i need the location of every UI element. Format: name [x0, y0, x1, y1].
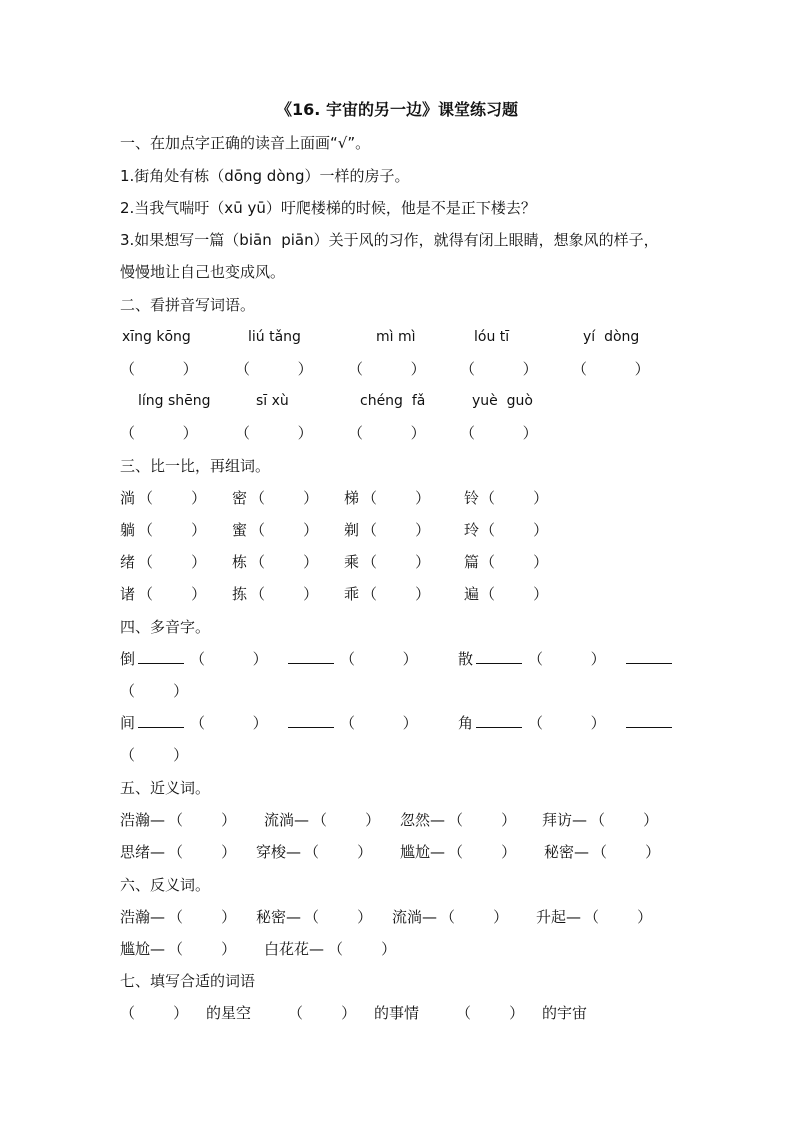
polyphone-row-1-cont: [120, 680, 720, 702]
section-4-heading: 四、多音字。: [120, 618, 211, 636]
answer-blank[interactable]: （ ）: [120, 682, 189, 700]
compare-row-4: [120, 583, 720, 605]
compare-char: 铃: [464, 489, 480, 507]
answer-blank[interactable]: （ ）: [190, 650, 268, 668]
answer-line[interactable]: [136, 712, 186, 734]
answer-blank[interactable]: （ ）: [590, 811, 659, 829]
answer-blank[interactable]: （ ）: [480, 489, 549, 507]
answer-blank[interactable]: （ ）: [460, 360, 538, 378]
antonym-word: 尴尬—: [120, 940, 166, 958]
pinyin-label: chéng fǎ: [360, 393, 426, 409]
answer-row-2: [120, 422, 720, 444]
fill-word-phrase: 的宇宙: [542, 1004, 588, 1022]
answer-blank[interactable]: （ ）: [168, 843, 237, 861]
compare-char: 栋: [232, 553, 248, 571]
section-1-question-3-cont: 慢慢地让自己也变成风。: [120, 263, 286, 281]
answer-blank[interactable]: （ ）: [480, 585, 549, 603]
compare-char: 遍: [464, 585, 480, 603]
compare-char: 篇: [464, 553, 480, 571]
answer-blank[interactable]: （ ）: [138, 585, 207, 603]
section-1-question-1: 1.街角处有栋（dōng dòng）一样的房子。: [120, 167, 410, 185]
section-7-heading: 七、填写合适的词语: [120, 972, 256, 990]
answer-blank[interactable]: （ ）: [440, 908, 509, 926]
fill-word-phrase: 的事情: [374, 1004, 420, 1022]
answer-blank[interactable]: （ ）: [288, 1004, 357, 1022]
polyphone-char: 倒: [120, 650, 136, 668]
pinyin-label: xīng kōng: [122, 329, 191, 345]
answer-line[interactable]: [474, 648, 524, 670]
answer-blank[interactable]: （ ）: [168, 811, 237, 829]
compare-char: 玲: [464, 521, 480, 539]
answer-blank[interactable]: （ ）: [120, 746, 189, 764]
answer-blank[interactable]: （ ）: [348, 360, 426, 378]
section-2-heading: 二、看拼音写词语。: [120, 296, 256, 314]
synonym-row-2: [120, 841, 720, 863]
answer-blank[interactable]: （ ）: [448, 811, 517, 829]
answer-blank[interactable]: （ ）: [138, 553, 207, 571]
polyphone-row-2: [120, 712, 720, 734]
synonym-word: 穿梭—: [256, 843, 302, 861]
answer-blank[interactable]: （ ）: [138, 489, 207, 507]
compare-char: 绪: [120, 553, 136, 571]
pinyin-row-1: [120, 326, 720, 348]
antonym-word: 秘密—: [256, 908, 302, 926]
answer-blank[interactable]: （ ）: [592, 843, 661, 861]
answer-blank[interactable]: （ ）: [304, 908, 373, 926]
synonym-word: 秘密—: [544, 843, 590, 861]
compare-row-3: [120, 551, 720, 573]
section-1-heading: 一、在加点字正确的读音上面画“√”。: [120, 134, 371, 152]
polyphone-char: 角: [458, 714, 474, 732]
compare-char: 诸: [120, 585, 136, 603]
compare-char: 密: [232, 489, 248, 507]
answer-line[interactable]: [474, 712, 524, 734]
answer-row-1: [120, 358, 720, 380]
answer-line[interactable]: [624, 712, 674, 734]
compare-char: 淌: [120, 489, 136, 507]
answer-blank[interactable]: （ ）: [250, 521, 319, 539]
pinyin-label: sī xù: [256, 393, 289, 409]
pinyin-label: líng shēng: [138, 393, 211, 409]
page-title: 《16. 宇宙的另一边》课堂练习题: [276, 100, 518, 119]
answer-blank[interactable]: （ ）: [250, 553, 319, 571]
answer-blank[interactable]: （ ）: [528, 650, 606, 668]
antonym-word: 流淌—: [392, 908, 438, 926]
antonym-word: 升起—: [536, 908, 582, 926]
answer-blank[interactable]: （ ）: [328, 940, 397, 958]
answer-blank[interactable]: （ ）: [168, 908, 237, 926]
answer-blank[interactable]: （ ）: [448, 843, 517, 861]
answer-blank[interactable]: （ ）: [235, 424, 313, 442]
fill-word-row: [120, 1002, 720, 1024]
answer-blank[interactable]: （ ）: [480, 521, 549, 539]
answer-blank[interactable]: （ ）: [362, 489, 431, 507]
compare-row-1: [120, 487, 720, 509]
answer-blank[interactable]: （ ）: [250, 489, 319, 507]
answer-blank[interactable]: （ ）: [190, 714, 268, 732]
answer-blank[interactable]: （ ）: [348, 424, 426, 442]
answer-blank[interactable]: （ ）: [528, 714, 606, 732]
synonym-row-1: [120, 809, 720, 831]
compare-char: 剃: [344, 521, 360, 539]
section-6-heading: 六、反义词。: [120, 876, 211, 894]
polyphone-row-1: [120, 648, 720, 670]
polyphone-row-2-cont: [120, 744, 720, 766]
answer-blank[interactable]: （ ）: [362, 585, 431, 603]
answer-line[interactable]: [624, 648, 674, 670]
synonym-word: 流淌—: [264, 811, 310, 829]
section-1-question-2: 2.当我气喘吁（xū yū）吁爬楼梯的时候，他是不是正下楼去？: [120, 199, 536, 217]
antonym-row-1: [120, 906, 720, 928]
compare-row-2: [120, 519, 720, 541]
synonym-word: 忽然—: [400, 811, 446, 829]
answer-blank[interactable]: （ ）: [235, 360, 313, 378]
answer-blank[interactable]: （ ）: [362, 553, 431, 571]
section-1-question-3: 3.如果想写一篇（biān piān）关于风的习作，就得有闭上眼睛，想象风的样子，: [120, 231, 659, 249]
answer-blank[interactable]: （ ）: [362, 521, 431, 539]
answer-blank[interactable]: （ ）: [120, 360, 198, 378]
compare-char: 躺: [120, 521, 136, 539]
compare-char: 拣: [232, 585, 248, 603]
synonym-word: 尴尬—: [400, 843, 446, 861]
compare-char: 蜜: [232, 521, 248, 539]
answer-blank[interactable]: （ ）: [168, 940, 237, 958]
pinyin-row-2: [120, 390, 720, 412]
answer-blank[interactable]: （ ）: [456, 1004, 525, 1022]
answer-blank[interactable]: （ ）: [250, 585, 319, 603]
pinyin-label: lóu tī: [474, 329, 510, 345]
synonym-word: 浩瀚—: [120, 811, 166, 829]
answer-line[interactable]: [136, 648, 186, 670]
section-5-heading: 五、近义词。: [120, 779, 211, 797]
pinyin-label: yí dòng: [583, 329, 640, 345]
compare-char: 乖: [344, 585, 360, 603]
synonym-word: 思绪—: [120, 843, 166, 861]
polyphone-char: 散: [458, 650, 474, 668]
answer-blank[interactable]: （ ）: [138, 521, 207, 539]
answer-blank[interactable]: （ ）: [480, 553, 549, 571]
answer-blank[interactable]: （ ）: [340, 650, 418, 668]
pinyin-label: yuè guò: [472, 393, 533, 409]
antonym-row-2: [120, 938, 720, 960]
answer-blank[interactable]: （ ）: [312, 811, 381, 829]
answer-blank[interactable]: （ ）: [572, 360, 650, 378]
answer-blank[interactable]: （ ）: [120, 1004, 189, 1022]
synonym-word: 拜访—: [542, 811, 588, 829]
compare-char: 梯: [344, 489, 360, 507]
section-3-heading: 三、比一比，再组词。: [120, 457, 271, 475]
answer-blank[interactable]: （ ）: [460, 424, 538, 442]
antonym-word: 浩瀚—: [120, 908, 166, 926]
answer-line[interactable]: [286, 648, 336, 670]
answer-blank[interactable]: （ ）: [120, 424, 198, 442]
answer-blank[interactable]: （ ）: [304, 843, 373, 861]
compare-char: 乘: [344, 553, 360, 571]
polyphone-char: 间: [120, 714, 136, 732]
pinyin-label: liú tǎng: [248, 329, 301, 345]
antonym-word: 白花花—: [264, 940, 325, 958]
fill-word-phrase: 的星空: [206, 1004, 252, 1022]
pinyin-label: mì mì: [376, 329, 416, 345]
answer-blank[interactable]: （ ）: [584, 908, 653, 926]
answer-line[interactable]: [286, 712, 336, 734]
answer-blank[interactable]: （ ）: [340, 714, 418, 732]
